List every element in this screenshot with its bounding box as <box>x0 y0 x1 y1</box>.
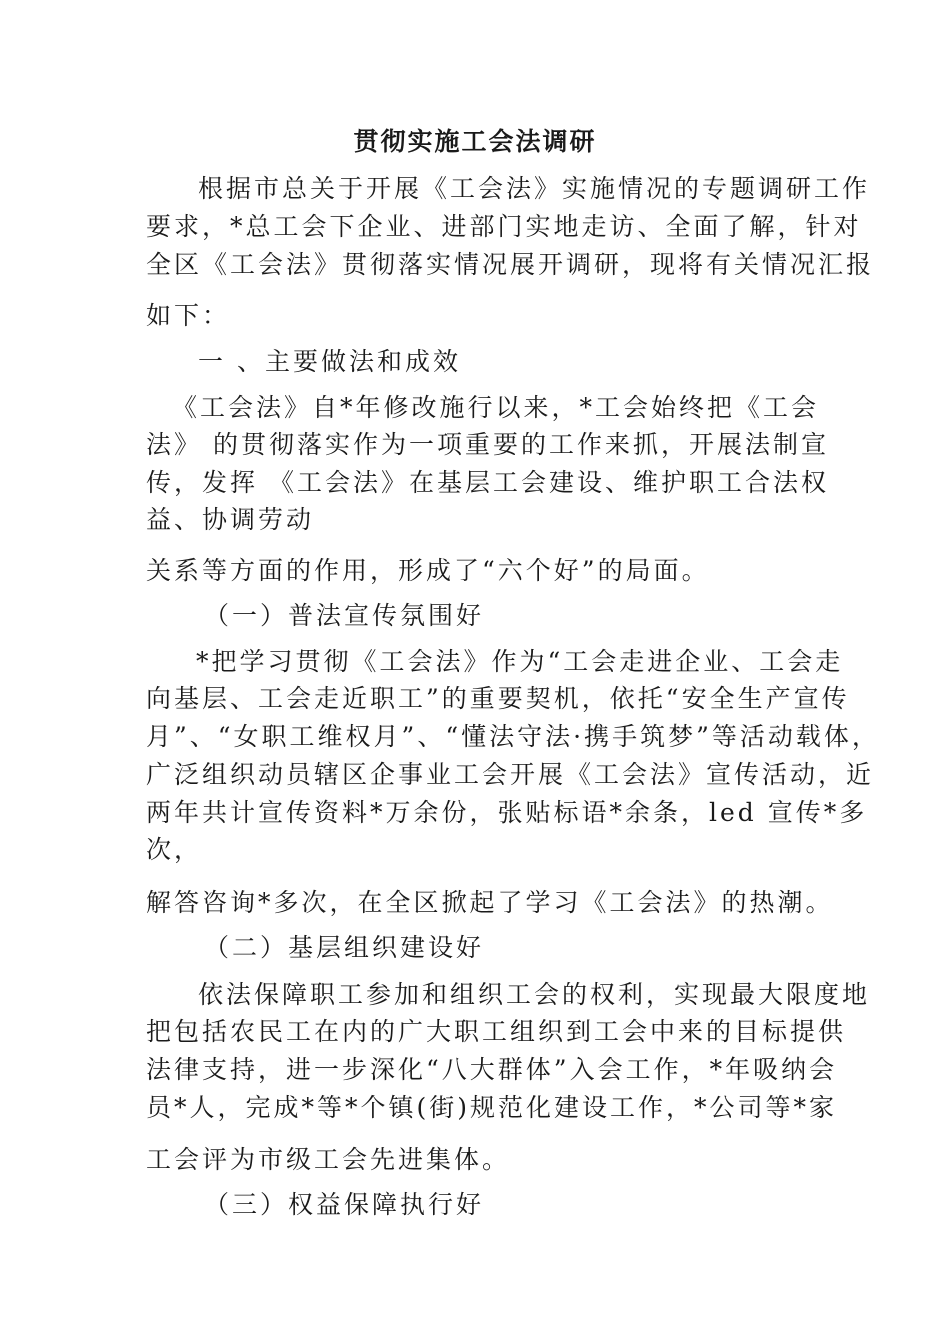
paragraph-line: 关系等方面的作用，形成了“六个好”的局面。 <box>146 556 710 585</box>
paragraph-line: 向基层、工会走近职工”的重要契机，依托“安全生产宣传 <box>146 684 850 713</box>
paragraph-line: 把包括农民工在内的广大职工组织到工会中来的目标提供 <box>146 1017 847 1046</box>
paragraph-line: 要求，*总工会下企业、进部门实地走访、全面了解，针对 <box>146 212 862 241</box>
paragraph-line: *把学习贯彻《工会法》作为“工会走进企业、工会走 <box>196 647 844 676</box>
paragraph-line: 员*人，完成*等*个镇(街)规范化建设工作，*公司等*家 <box>146 1093 838 1122</box>
subsection-heading: （一）普法宣传氛围好 <box>204 601 485 630</box>
paragraph-line: 依法保障职工参加和组织工会的权利，实现最大限度地 <box>198 980 871 1009</box>
section-heading: 一 、主要做法和成效 <box>198 347 461 376</box>
paragraph-line: 工会评为市级工会先进集体。 <box>146 1145 511 1174</box>
subsection-heading: （三）权益保障执行好 <box>204 1190 485 1219</box>
paragraph-line: 两年共计宣传资料*万余份，张贴标语*余条，led 宣传*多 <box>146 798 868 827</box>
paragraph-line: 法律支持，进一步深化“八大群体”入会工作，*年吸纳会 <box>146 1055 838 1084</box>
paragraph-line: 月”、“女职工维权月”、“懂法守法·携手筑梦”等活动载体， <box>146 722 880 751</box>
paragraph-line: 根据市总关于开展《工会法》实施情况的专题调研工作 <box>198 174 871 203</box>
paragraph-line: 《工会法》自*年修改施行以来，*工会始终把《工会 <box>172 393 820 422</box>
paragraph-line: 如下： <box>146 301 231 330</box>
paragraph-line: 全区《工会法》贯彻落实情况展开调研，现将有关情况汇报 <box>146 250 875 279</box>
document-title: 贯彻实施工会法调研 <box>353 127 597 156</box>
paragraph-line: 法》 的贯彻落实作为一项重要的工作来抓，开展法制宣 <box>146 430 829 459</box>
paragraph-line: 次， <box>146 835 203 864</box>
paragraph-line: 解答咨询*多次，在全区掀起了学习《工会法》的热潮。 <box>146 888 834 917</box>
subsection-heading: （二）基层组织建设好 <box>204 933 485 962</box>
paragraph-line: 传，发挥 《工会法》在基层工会建设、维护职工合法权 <box>146 468 829 497</box>
paragraph-line: 益、协调劳动 <box>146 505 315 534</box>
paragraph-line: 广泛组织动员辖区企事业工会开展《工会法》宣传活动，近 <box>146 760 875 789</box>
